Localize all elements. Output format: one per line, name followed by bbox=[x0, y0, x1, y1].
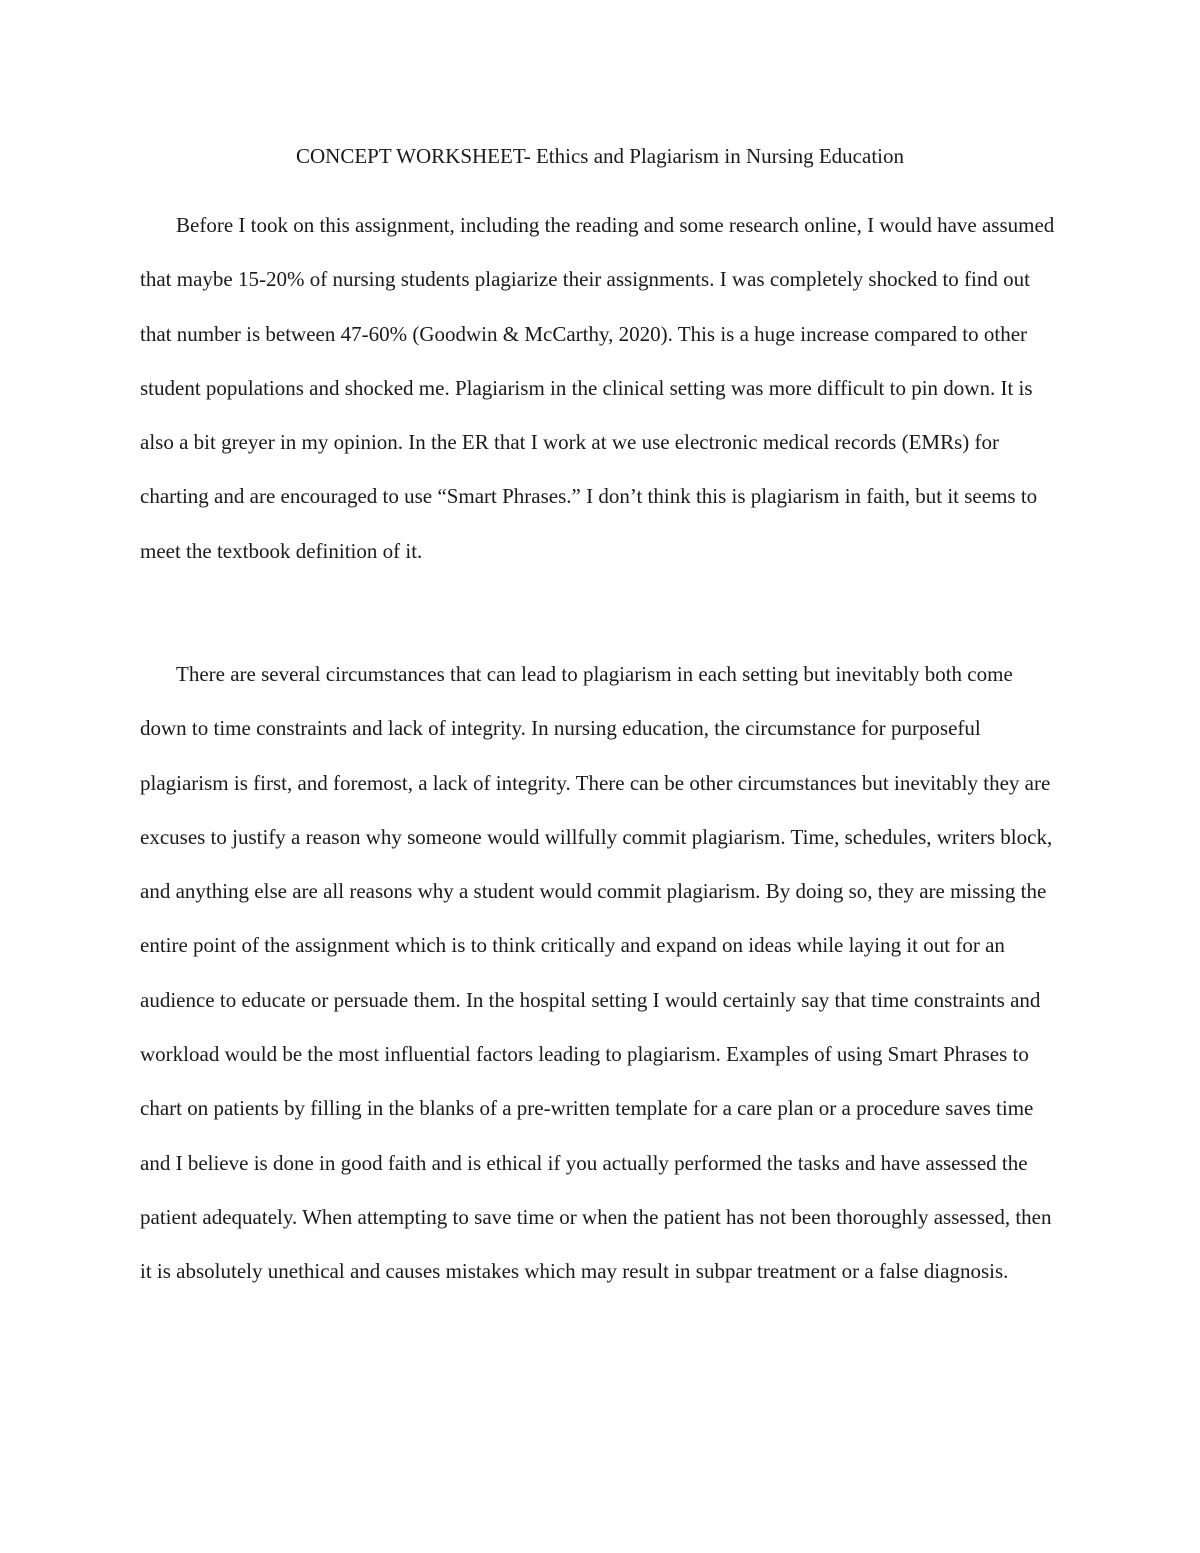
paragraph-line: but inevitably they are excuses to justify a reason why someone would willfully commit bbox=[140, 770, 1051, 849]
paragraph-line: them. In the hospital setting I would certainly say that time constraints and workload would be bbox=[140, 987, 1041, 1067]
paragraph-line: This is a huge increase compared to other student populations and shocked me. Plagiarism in the bbox=[140, 321, 1028, 400]
paragraph-line: definition of it. bbox=[295, 538, 423, 563]
paragraph-2 bbox=[140, 647, 1060, 1299]
paragraph-line: commit plagiarism. By doing so, they are missing the entire point of the assignment which is to bbox=[140, 879, 1047, 958]
paragraph-1 bbox=[140, 198, 1060, 578]
paragraph-line: clinical setting was more difficult to pin down. It is also a bit greyer in my opinion. In the ER bbox=[140, 375, 1033, 455]
paragraph-line: plagiarism. Time, schedules, writers block, and anything else are all reasons why a student would bbox=[140, 824, 1053, 904]
paragraph-line: purposeful plagiarism is first, and foremost, a lack of integrity. There can be other circumstances bbox=[140, 716, 981, 795]
paragraph-line: think critically and expand on ideas while laying it out for an audience to educate or persuade bbox=[140, 933, 1005, 1012]
paragraph-line: come down to time constraints and lack of integrity. In nursing education, the circumstance for bbox=[140, 662, 1013, 741]
paragraph-line: have assessed the patient adequately. When attempting to save time or when the patient has not bbox=[140, 1150, 1028, 1229]
paragraph-line: “Smart Phrases.” I don’t think this is plagiarism in faith, but it seems to meet the textbook bbox=[140, 484, 1038, 563]
paragraph-line: There are several circumstances that can lead to plagiarism in each setting but inevitably both bbox=[176, 662, 963, 686]
paragraph-line: that I work at we use electronic medical records (EMRs) for charting and are encouraged to use bbox=[140, 430, 1000, 509]
paragraph-line: Before I took on this assignment, including the reading and some research online, I would bbox=[176, 213, 932, 237]
paragraph-line: patients by filling in the blanks of a pre-written template for a care plan or a procedure saves bbox=[213, 1096, 991, 1121]
paragraph-line: been thoroughly assessed, then it is absolutely unethical and causes mistakes which may result in bbox=[140, 1204, 1052, 1284]
paragraph-line: have assumed that maybe 15-20% of nursing students plagiarize their assignments. I was bbox=[140, 213, 1055, 292]
paragraph-line: subpar treatment or a false diagnosis. bbox=[695, 1259, 1009, 1284]
document-title: CONCEPT WORKSHEET- Ethics and Plagiarism in Nursing Education bbox=[296, 144, 904, 168]
paragraph-line: completely shocked to find out that number is between 47-60% (Goodwin & McCarthy, 2020). bbox=[140, 267, 1030, 346]
paragraph-line: the most influential factors leading to plagiarism. Examples of using Smart Phrases to chart on bbox=[140, 1042, 1029, 1121]
paragraph-line: time and I believe is done in good faith and is ethical if you actually performed the tasks and bbox=[140, 1096, 1034, 1175]
